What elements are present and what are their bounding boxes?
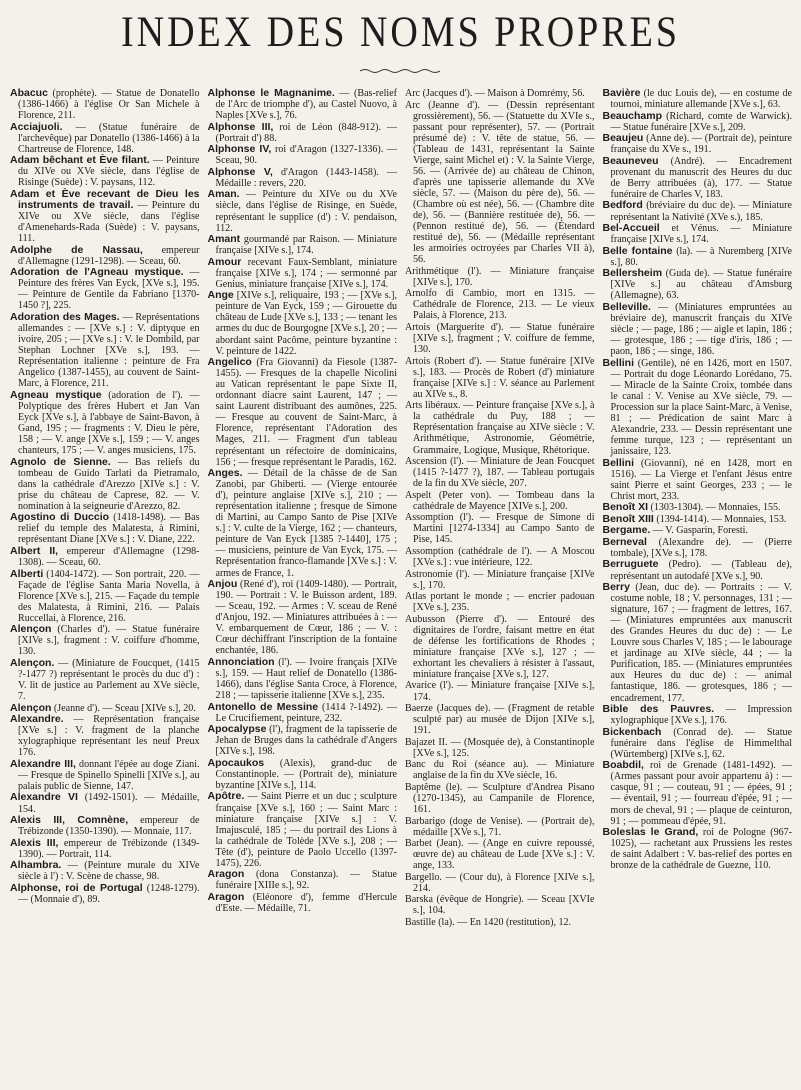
index-entry <box>10 457 200 512</box>
index-entry <box>208 357 398 467</box>
index-entry-text: (l'), fragment de la tapisserie de Jehan de Bruges dans la cathédrale d'Angers [XIVe s.], 198. <box>215 724 397 758</box>
index-entry <box>10 155 200 188</box>
index-entry <box>405 400 595 455</box>
index-entry-text: — Peinture du XIVe ou XVe siècle, dans l'église d'Amenehards-Rada (Suède) : V. paysans, 111. <box>18 199 200 245</box>
index-entry-heading: Angelico <box>207 356 252 369</box>
index-entry-text: Banc du Roi (séance au). — Miniature anglaise de la fin du XVe siècle, 16. <box>405 759 595 782</box>
index-entry <box>405 782 595 815</box>
index-entry-text: (Guda de). — Statue funéraire [XIVe s.] au château d'Amsburg (Allemagne), 63. <box>610 268 792 302</box>
index-entry-text: (prophète). — Statue de Donatello (1386-1466) à l'église Or San Michele à Florence, 211. <box>18 88 200 122</box>
index-entry-text: roi d'Aragon (1327-1336). — Sceau, 90. <box>215 144 397 167</box>
index-entry-heading: Bellini <box>602 456 635 469</box>
index-entry-text: — (Miniatures empruntées au bréviaire de), manuscrit français du XIVe siècle ; — page, 186 ; — aigle et lapin, 186 ; — grotesque, 186 ; — tige d'iris, 186 ; — paon, 186 ; — singe, 186. <box>610 301 792 358</box>
index-entry <box>603 156 793 200</box>
index-entry-text: Assomption (cathédrale de l'). — A Moscou [XVe s.] : vue intérieure, 122. <box>405 545 595 568</box>
index-entry <box>603 559 793 581</box>
index-entry-heading: Bellersheim <box>602 267 663 280</box>
index-entry-text: Aubusson (Pierre d'). — Entouré des dignitaires de l'ordre, faisant mettre en état de défense les fortifications de Rhodes ; miniature française [XVe s.], 127 ; — exhortant les chevaliers à résister à l'assaut, miniature française [XVe s.], 127. <box>405 613 595 680</box>
index-entry <box>603 704 793 726</box>
index-entry-text: Barbarigo (doge de Venise). — (Portrait de), médaille [XVe s.], 71. <box>405 815 595 838</box>
index-entry-heading: Bedford <box>602 199 643 212</box>
index-entry-text: Arnolfo di Cambio, mort en 1315. — Cathédrale de Florence, 213. — Le vieux Palais, à Florence, 213. <box>405 288 595 322</box>
index-entry-heading: Bergame. <box>602 524 651 537</box>
index-column-3 <box>405 88 595 1084</box>
index-entry <box>603 760 793 826</box>
index-entry-text: — V. Gasparin, Foresti. <box>650 525 748 537</box>
index-entry <box>10 759 200 792</box>
index-entry <box>10 624 200 657</box>
index-entry-heading: Belle fontaine <box>602 244 673 257</box>
index-entry-heading: Boleslas le Grand, <box>602 826 699 839</box>
index-entry-text: (le duc Louis de), — en costume de tournoi, miniature allemande [XVe s.], 63. <box>610 88 792 111</box>
index-entry <box>208 234 398 256</box>
index-entry <box>10 658 200 702</box>
index-entry-text: Aspelt (Peter von). — Tombeau dans la cathédrale de Mayence [XIVe s.], 200. <box>405 489 595 512</box>
index-entry-text: — Représentation française [XVe s.] : V. fragment de la planche xylographique représentant les neuf Preux 176. <box>18 714 200 759</box>
index-entry-heading: Alexis III, Comnène, <box>10 814 129 827</box>
index-entry <box>405 737 595 759</box>
index-entry-text: (1303-1304). — Monnaies, 155. <box>648 502 781 514</box>
index-entry <box>405 456 595 489</box>
index-entry-text: Bargello. — (Cour du), à Florence [XIVe s.], 214. <box>405 871 595 894</box>
index-entry-heading: Adoration des Mages. <box>10 310 120 323</box>
index-entry-heading: Aragon <box>207 890 245 903</box>
index-entry-heading: Alphonse V, <box>207 165 273 178</box>
index-entry <box>10 714 200 758</box>
index-entry <box>603 514 793 525</box>
index-entry-text: roi de Pologne (967-1025), — rachetant aux Prussiens les restes de saint Adalbert : V. bas-relief des portes en bronze de la cathédrale de Guezne, 110. <box>610 827 792 872</box>
index-entry-heading: Albert II, <box>10 544 59 557</box>
index-entry <box>208 257 398 290</box>
index-entry <box>603 525 793 536</box>
index-entry-heading: Agnolo de Sienne. <box>10 455 111 468</box>
index-entry-text: (Giovanni), né en 1428, mort en 1516). — La Vierge et l'enfant Jésus entre saint Pierre et saint Georges, 233 ; — le Christ mort, 233. <box>610 457 792 502</box>
index-entry-text: Artois (Robert d'). — Statue funéraire [XIVe s.], 183. — Procès de Robert (d') miniature française [XIVe s.] : V. séance au Parlement au XIVe s., 8. <box>405 355 595 400</box>
index-entry <box>10 267 200 311</box>
index-entry-text: Astronomie (l'). — Miniature française [XIVe s.], 170. <box>405 568 595 591</box>
index-entry <box>208 144 398 166</box>
index-entry-text: [XIVe s.], reliquaire, 193 ; — [XVe s.], peinture de Van Eyck, 159 ; — Girouette du château de Lude [XVe s.], 133 ; — tenant les armes du duc de Bourgogne [XVe s.], 20 ; — abordant saint Pacôme, peinture byzantine : V. peinture de 1422. <box>215 290 397 357</box>
index-entry <box>10 860 200 882</box>
index-entry-heading: Belleville. <box>602 300 651 313</box>
index-entry-heading: Alexandre. <box>10 713 64 726</box>
index-entry <box>10 245 200 267</box>
index-entry-heading: Bavière <box>602 88 641 99</box>
index-entry <box>405 614 595 680</box>
index-entry <box>208 88 398 121</box>
index-entry <box>208 122 398 144</box>
index-entry-text: (Jean, duc de). — Portraits : — V. costume noble, 18 ; V. personnages, 131 ; — signature, 167 ; — fragment de lettres, 167. — (Miniatures empruntées aux manuscrit des Grandes Heures du duc de) : — Le Louvre sous Charles V, 185 ; — le labourage et jardinage au XIVe siècle, 44 ; — la Purification, 185. — (Miniatures empruntées aux Heures du duc de) : — animal fantastique, 186. — grotesques, 186 ; — encadrement, 177. <box>610 582 792 704</box>
index-entry-text: (Conrad de). — Statue funéraire dans l'église de Himmelthal (Würtemberg) [XIVe s.], 62. <box>610 726 792 760</box>
index-entry <box>208 657 398 701</box>
index-entry <box>208 702 398 724</box>
index-entry-text: (Alexandre de). — (Pierre tombale), [XVe s.], 178. <box>610 536 792 559</box>
index-entry-text: Arc (Jacques d'). — Maison à Domrémy, 56. <box>405 88 585 99</box>
index-entry-text: empereur de Trébizonde (1350-1390). — Monnaie, 117. <box>18 815 200 838</box>
index-entry-heading: Alphonse, roi de Portugal <box>10 881 143 894</box>
index-entry-text: (1248-1279). — (Monnaie d'), 89. <box>18 882 200 905</box>
index-entry <box>10 792 200 814</box>
index-entry-text: (André). — Encadrement provenant du manuscrit des Heures du duc de Berry attribuées (à), 177. — Statue funéraire de Charles V, 183. <box>610 155 792 200</box>
index-entry-text: Bastille (la). — En 1420 (restitution), 12. <box>405 916 572 928</box>
index-entry-text: Barbet (Jean). — (Ange en cuivre repoussé, œuvre de) au château de Lude [XVe s.] : V. ange, 133. <box>405 838 595 872</box>
index-entry <box>603 111 793 133</box>
index-entry-heading: Bickenbach <box>602 725 662 738</box>
index-entry-text: empereur de Trébizonde (1349-1390). — Portrait, 114. <box>18 837 200 860</box>
index-entry <box>10 189 200 244</box>
index-entry <box>208 869 398 891</box>
index-entry <box>603 727 793 760</box>
index-entry <box>405 288 595 321</box>
index-entry <box>208 758 398 791</box>
index-entry <box>405 356 595 400</box>
index-entry <box>10 546 200 568</box>
index-entry-heading: Alberti <box>10 567 44 580</box>
index-entry-text: — Peinture du XIVe ou du XVe siècle, dans l'église de Risinge, en Suède, représentant le supplice (d') : V. pendaison, 112. <box>215 189 397 234</box>
index-entry-heading: Bible des Pauvres. <box>602 703 715 716</box>
index-entry-text: — Détail de la châsse de de San Zanobi, par Ghiberti. — (Vierge entourée d'), peinture anglaise [XIVe s.], 210 ; — représentation italienne ; fresque de Simone di Martini, au Campo Santo de Pise [XIVe s.] : V. culte de la Vierge, 162 ; — chanteurs, peinture de Van Eyck [1385 ?-1440], 175 ; — musiciens, peinture de Van Eyck, 175. — Représentation franco-flamande [XVe s.] : V. armes de France, 1. <box>215 468 397 579</box>
index-entry-text: — Bas reliefs du tombeau de Guido Tarlati da Pietramalo, dans la cathédrale d'Arezzo [XIVe s.] : V. prise du château de Caprese, 82. — V. nomination à la seigneurie d'Arezzo, 82. <box>18 456 200 512</box>
index-entry-text: empereur d'Allemagne (1291-1298). — Sceau, 60. <box>18 244 200 267</box>
index-entry-heading: Alençon <box>10 701 52 714</box>
index-entry-heading: Benoît XIII <box>602 512 654 525</box>
index-entry-heading: Agostino di Duccio <box>10 511 110 524</box>
index-entry-text: Bajazet II. — (Mosquée de), à Constantinople [XVe s.], 125. <box>405 736 595 759</box>
index-entry <box>405 680 595 702</box>
index-entry-heading: Aragon <box>207 868 245 881</box>
index-entry-heading: Berruguete <box>602 558 659 571</box>
index-entry-text: roi de Grenade (1481-1492). — (Armes passant pour avoir appartenu à) : — casque, 91 ; — couteau, 91 ; — épées, 91 ; — éventail, 91 ; — fourreau d'épée, 91 ; — mors de cheval, 91 ; — plaque de ceinturon, 91 ; — pommeau d'épée, 91. <box>610 760 792 827</box>
index-entry-heading: Annonciation <box>207 655 275 668</box>
index-entry-heading: Abacuc <box>10 88 48 99</box>
index-entry-text: — Impression xylographique [XVe s.], 176. <box>610 704 792 727</box>
index-entry-text: (bréviaire du duc de). — Miniature représentant la Nativité (XVe s.), 185. <box>610 200 792 223</box>
index-entry <box>405 816 595 838</box>
index-entry-heading: Agneau mystique <box>10 388 102 401</box>
index-entry-text: Avarice (l'). — Miniature française [XIVe s.], 174. <box>405 680 595 703</box>
index-entry <box>10 122 200 155</box>
index-entry-heading: Berry <box>602 581 630 594</box>
page-title: INDEX DES NOMS PROPRES <box>120 7 681 57</box>
index-column-1 <box>10 88 200 1084</box>
index-entry-heading: Alexandre VI <box>10 791 78 804</box>
index-entry-text: Baptême (le). — Sculpture d'Andrea Pisano (1270-1345), au Campanile de Florence, 161. <box>405 781 595 815</box>
index-entry-text: (1404-1472). — Son portrait, 220. — Façade de l'église Santa Maria Novella, à Florence [XVe s.], 215. — Façade du temple des Malatesta, à Rimini, 216. — Palais Ruccellai, à Florence, 216. <box>18 568 200 624</box>
index-entry <box>10 815 200 837</box>
index-entry-text: roi de Léon (848-912). — (Portrait d') 88. <box>215 121 397 144</box>
index-entry-heading: Beauchamp <box>602 109 663 122</box>
index-entry <box>405 266 595 288</box>
index-entry <box>405 322 595 355</box>
index-entry-text: — (Bas-relief de l'Arc de triomphe d'), au Castel Nuovo, à Naples [XVe s.], 76. <box>215 88 397 122</box>
index-entry <box>603 827 793 871</box>
index-entry-heading: Apocalypse <box>207 723 267 736</box>
index-entry-text: gourmandé par Raison. — Miniature française [XIVe s.], 174. <box>215 234 397 257</box>
index-entry-text: — Peinture du XIVe ou XVe siècle, dans l'église de Risinge (Suède) : V. paysans, 112. <box>18 155 200 189</box>
index-entry <box>208 468 398 578</box>
index-entry-heading: Acciajuoli. <box>10 120 63 133</box>
index-entry-heading: Beauneveu <box>602 154 659 167</box>
index-entry-heading: Ange <box>207 289 234 302</box>
index-entry-text: — Peinture des frères Van Eyck, [XVe s.], 195. — Peinture de Gentile da Fabriano [1370-1450 ?], 225. <box>18 267 200 312</box>
index-entry <box>405 838 595 871</box>
index-entry-heading: Adam bêchant et Ève filant. <box>10 154 150 167</box>
index-entry <box>603 268 793 301</box>
index-entry-text: (dona Constanza). — Statue funéraire [XIIIe s.], 92. <box>215 869 397 892</box>
index-column-4 <box>603 88 793 1084</box>
index-entry <box>603 458 793 502</box>
title-ornament <box>360 68 440 74</box>
index-entry <box>208 724 398 757</box>
index-columns <box>10 88 792 1084</box>
index-entry-text: (Richard, comte de Warwick). — Statue funéraire [XVe s.], 209. <box>610 110 792 133</box>
index-entry <box>10 883 200 905</box>
index-entry <box>405 703 595 736</box>
index-entry <box>603 502 793 513</box>
index-entry-text: — (Miniature de Foucquet, (1415 ?-1477 ?) représentant le procès du duc d') : V. lit de justice au Parlement au XVe siècle, 7. <box>18 657 200 703</box>
index-entry-heading: Alhambra. <box>10 859 62 872</box>
index-entry-heading: Alexis III, <box>10 836 59 849</box>
index-entry-text: (1418-1498). — Bas relief du temple des Malatesta, à Rimini, représentant Diane [XVe s.] : V. Diane, 222. <box>18 512 200 546</box>
index-entry-text: recevant Faux-Semblant, miniature française [XIVe s.], 174 ; — sermonné par Genius, miniature française [XIVe s.], 174. <box>215 256 397 290</box>
index-entry-heading: Antonello de Messine <box>207 700 319 713</box>
index-entry-text: Atlas portant le monde ; — encrier padouan [XVe s.], 235. <box>405 591 595 614</box>
index-entry-text: (Jeanne d'). — Sceau [XIVe s.], 20. <box>51 702 196 714</box>
index-entry-heading: Anges. <box>207 467 243 480</box>
index-entry-text: — Représentations allemandes : — [XVe s.] : V. diptyque en ivoire, 205 ; — [XVe s.] : V. le Dombild, par Stephan Lochner [XVe s.], 193. — Représentation italienne : peinture de Fra Angelico (1387-1455), au couvent de Saint-Marc, à Florence, 211. <box>18 311 200 390</box>
index-entry <box>603 200 793 222</box>
index-entry-text: Artois (Marguerite d'). — Statue funéraire [XIVe s.], fragment ; V. coiffure de femme, 130. <box>405 321 595 356</box>
index-entry <box>208 892 398 914</box>
index-entry-text: Assomption (l'). — Fresque de Simone di Martini [1274-1334] au Campo Santo de Pise, 145. <box>405 512 595 546</box>
index-entry-text: (Alexis), grand-duc de Constantinople. — (Portrait de), miniature byzantine [XIVe s.], 114. <box>215 757 397 791</box>
index-entry-heading: Alençon. <box>10 656 55 669</box>
index-entry <box>208 290 398 356</box>
index-entry <box>603 88 793 110</box>
index-entry <box>405 569 595 591</box>
index-entry-text: (1394-1414). — Monnaies, 153. <box>653 513 787 525</box>
index-entry-text: (Eléonore d'), femme d'Hercule d'Este. — Médaille, 71. <box>215 891 397 914</box>
index-entry <box>10 312 200 389</box>
index-entry-text: d'Aragon (1443-1458). — Médaille : revers, 220. <box>215 166 397 189</box>
index-entry-heading: Benoît XI <box>602 501 649 514</box>
index-entry <box>405 100 595 266</box>
index-entry <box>405 88 595 99</box>
index-entry <box>603 223 793 245</box>
index-column-2 <box>208 88 398 1084</box>
index-entry-text: (l'). — Ivoire français [XIVe s.], 159. — Haut relief de Donatello (1386-1466), dans l'église Santa Croce, à Florence, 218 ; — tapisserie italienne [XVe s.], 235. <box>215 656 397 702</box>
index-entry-text: Barska (évêque de Hongrie). — Sceau [XVIe s.], 104. <box>405 894 595 917</box>
index-entry <box>603 537 793 559</box>
index-entry <box>405 490 595 512</box>
index-entry <box>603 358 793 457</box>
index-entry-heading: Berneval <box>602 535 647 548</box>
index-entry-heading: Adoration de l'Agneau mystique. <box>10 266 184 279</box>
index-entry-text: (Pedro). — (Tableau de), représentant un autodafé [XVe s.], 90. <box>610 559 792 582</box>
index-entry <box>10 703 200 714</box>
index-entry-heading: Alphonse III, <box>207 120 274 133</box>
index-entry-text: Arithmétique (l'). — Miniature française [XIVe s.], 170. <box>405 265 595 288</box>
index-entry-text: — (Peinture murale du XIVe siècle à l') : V. Scène de chasse, 98. <box>18 860 200 883</box>
index-entry-text: (Fra Giovanni) da Fiesole (1387-1455). — Fresques de la chapelle Nicolini au Vatican représentant le pape Sixte II, ordonnant diacre saint Laurent, 147 ; — saint Laurent distribuant des aumônes, 225. — Fresque au couvent de Saint-Marc, à Florence, représentant l'Adoration des Mages, 211. — Fragment d'un tableau représentant un réfectoire de dominicains, 156 ; — fresque représentant le Paradis, 162. <box>215 357 397 468</box>
index-entry-heading: Alençon <box>10 623 52 636</box>
index-entry-text: — Saint Pierre et un duc ; sculpture française [XVe s.], 160 ; — Saint Marc : miniature française [XIVe s.] : V. Imajusculé, 185 ; — du portrail des Lions à la cathédrale de Tolède [XVe s.], 208 ; — Tête (d'), peinture de Paolo Uccello (1397-1475), 226. <box>215 791 397 869</box>
index-entry-heading: Alphonse IV, <box>207 143 272 156</box>
index-entry-text: donnant l'épée au doge Ziani. — Fresque de Spinello Spinelli [XIVe s.], au palais public de Sienne, 147. <box>18 758 200 792</box>
index-entry-text: Ascension (l'). — Miniature de Jean Foucquet (1415 ?-1477 ?), 187. — Tableau portugais de la fin du XVe siècle, 207. <box>405 456 595 490</box>
index-entry-heading: Apôtre. <box>207 790 245 803</box>
index-entry-text: Arts libéraux. — Peinture française [XVe s.], à la cathédrale du Puy, 188 ; — Représentation française au XIVe siècle : V. Arithmétique, Astronomie, Géométrie, Grammaire, Logique, Musique, Rhétorique. <box>405 400 595 456</box>
index-entry-heading: Amour <box>207 255 242 268</box>
index-entry <box>208 791 398 868</box>
index-entry-heading: Bel-Accueil <box>602 222 660 235</box>
index-entry-text: Baerze (Jacques de). — (Fragment de retable sculpté par) au musée de Dijon [XIVe s.], 191. <box>405 703 595 737</box>
index-entry <box>10 88 200 121</box>
index-entry <box>208 579 398 656</box>
index-entry-text: empereur d'Allemagne (1298-1308). — Sceau, 60. <box>18 545 200 568</box>
index-entry-heading: Apocaukos <box>207 756 265 769</box>
index-entry <box>10 512 200 545</box>
index-entry <box>603 133 793 155</box>
index-entry-heading: Aman. <box>207 188 240 201</box>
index-entry-heading: Alexandre III, <box>10 757 76 770</box>
index-entry <box>603 582 793 704</box>
index-entry-heading: Alphonse le Magnanime. <box>207 88 335 99</box>
index-entry-text: (la). — à Nuremberg [XIVe s.], 80. <box>610 245 792 268</box>
index-entry <box>405 546 595 568</box>
index-entry-text: (1414 ?-1492). — Le Crucifiement, peinture, 232. <box>215 701 397 724</box>
index-entry-heading: Adam et Ève recevant de Dieu les instruments de travail. <box>10 187 200 211</box>
index-entry-text: Arc (Jeanne d'). — (Dessin représentant grossièrement), 56. — (Statuette du XVIe s., passant pour représenter), 57. — (Portrait présumé de) : V. tête de statue, 56. — (Tableau de 1431, représentant la Sainte Vierge, saint Michel et) : V. la Sainte Vierge, 56. — (Arrivée de) au château de Chinon, d'après une tapisserie allemande du XVe siècle, 57. — (Maison du père de), 56. — (Chambre où est née), 56. — (Chambre dite de), 56. — (Bannière restituée de), 56. — (Pennon restitué de), 56. — (Étendard restitué de), 56. — (Médaille représentant les armoiries octroyées par Charles VII à), 56. <box>405 99 595 266</box>
index-entry <box>603 302 793 357</box>
index-entry <box>10 569 200 624</box>
index-entry-text: (René d'), roi (1409-1480). — Portrait, 190. — Portrait : V. le Buisson ardent, 189. — Sceau, 192. — Armes : V. sceau de René d'Anjou, 192. — Miniatures attribuées à : — V. embarquement de Cœur, 186 ; — V. : Cœur déchiffrant l'inscription de la fontaine enchantée, 186. <box>215 579 397 657</box>
index-entry <box>10 390 200 456</box>
index-entry-heading: Anjou <box>207 578 238 591</box>
index-entry <box>208 167 398 189</box>
index-entry <box>405 894 595 916</box>
index-entry-heading: Amant <box>207 233 241 246</box>
index-entry <box>405 591 595 613</box>
index-entry-text: (Anne de). — (Portrait de), peinture française du XVe s., 191. <box>610 133 792 156</box>
index-entry-text: (Gentile), né en 1426, mort en 1507. — Portrait du doge Léonardo Lorédano, 75. — Miracle de la Sainte Croix, tombée dans le canal : V. Venise au XVe siècle, 79. — Procession sur la place Saint-Marc, à Venise, 81 ; — Prédication de saint Marc à Alexandrie, 233. — Dessin représentant une femme turque, 123 ; — représentant un janissaire, 123. <box>610 357 792 457</box>
index-entry-text: et Vénus. — Miniature française [XIVe s.], 174. <box>610 223 792 246</box>
index-entry <box>208 189 398 233</box>
index-entry-heading: Bellini <box>602 356 635 369</box>
index-entry <box>603 246 793 268</box>
index-entry-text: (1492-1501). — Médaille, 154. <box>18 792 200 815</box>
index-entry <box>10 838 200 860</box>
index-entry <box>405 872 595 894</box>
index-entry-heading: Boabdil, <box>602 759 644 772</box>
index-entry-text: (adoration de l'). — Polyptique des frères Hubert et Jan Van Eyck [XVe s.], à l'abbaye de Saint-Bavon, à Gand, 195 ; — fragments : V. Dieu le père, 158 ; — V. ange [XVe s.], 159 ; — V. anges chanteurs, 175 ; — V. anges musiciens, 175. <box>18 389 200 456</box>
index-entry-heading: Adolphe de Nassau, <box>10 243 143 256</box>
index-entry <box>405 512 595 545</box>
index-entry-text: (Charles d'). — Statue funéraire [XIVe s.], fragment : V. coiffure d'homme, 130. <box>18 624 200 658</box>
index-entry-text: — (Statue funéraire de l'archevêque) par Donatello (1386-1466) à la Chartreuse de Florence, 148. <box>18 121 200 155</box>
index-entry <box>405 917 595 928</box>
index-entry <box>405 759 595 781</box>
index-entry-heading: Beaujeu <box>602 132 644 145</box>
